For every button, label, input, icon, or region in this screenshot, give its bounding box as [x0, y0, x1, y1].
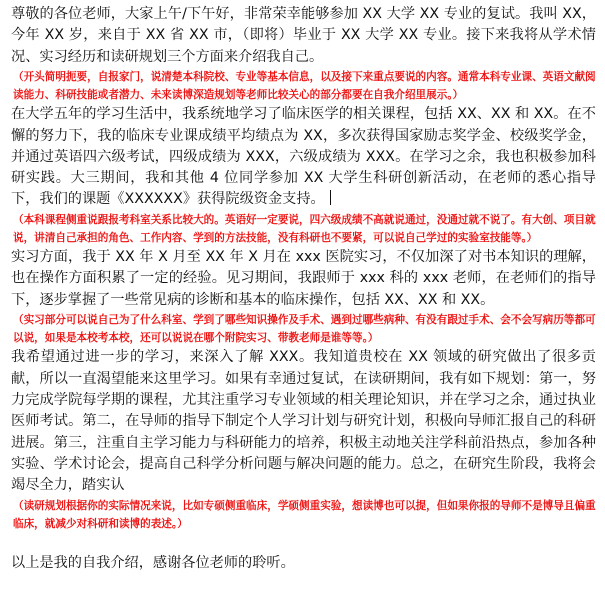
plan-paragraph: 我希望通过进一步的学习，来深入了解 XXX。我知道贵校在 XX 领域的研究做出了很多贡献，所以一直渴望能来这里学习。如果有幸通过复试，在读研期间，我有如下规划：第一，努力完成学院每学期的课程，尤其注重学习专业领域的相关理论知识，并在学习之余，通过执业医师考试。第二，在导师的指导下制定个人学习计划与研究计划，积极向导师汇报自己的科研进展。第三，注重自主学习能力与科研能力的培养，积极主动地关注学科前沿热点，参加各种实验、学术讨论会，提高自己科学分析问题与解决问题的能力。总之，在研究生阶段，我将会竭尽全力，踏实认: [11, 349, 596, 494]
plan-note: （读研规划根据你的实际情况来说，比如专硕侧重临床，学硕侧重实验，想读博也可以提，但如果你报的导师不是博导且偏重临床，就减少对科研和读博的表述。）: [13, 499, 596, 530]
intro-paragraph: 尊敬的各位老师，大家上午/下午好，非常荣幸能够参加 XX 大学 XX 专业的复试。我叫 XX，今年 XX 岁，来自于 XX 省 XX 市，（即将）毕业于 XX 大学 XX 专业。接下来我将从学术情况、实习经历和读研规划三个方面来介绍我自己。: [11, 6, 596, 65]
academic-text: 在大学五年的学习生活中，我系统地学习了临床医学的相关课程，包括 XX、XX 和 XX。在不懈的努力下，我的临床专业课成绩平均绩点为 XX，多次获得国家励志奖学金、校级奖学金，并通过英语四六级考试，四级成绩为 XXX，六级成绩为 XXX。在学习之余，我也积极参加科研实践。大三期间，我和其他 4 位同学参加 XX 大学生科研创新活动，在老师的悉心指导下，我们的课题《XXXXXX》获得院级资金支持。: [11, 106, 596, 208]
internship-paragraph: 实习方面，我于 XX 年 X 月至 XX 年 X 月在 xxx 医院实习，不仅加深了对书本知识的理解，也在操作方面积累了一定的经验。见习期间，我跟师于 xxx 科的 xxx 老师，在老师们的指导下，逐步掌握了一些常见病的诊断和基本的临床操作，包括 XX、XX 和 XX。: [11, 249, 596, 308]
academic-note: （本科课程侧重说跟报考科室关系比较大的。英语好一定要说，四六级成绩不高就说通过，没通过就不说了。有大创、项目就说，讲清自己承担的角色、工作内容、学到的方法技能，没有科研也不要紧，可以说自己学过的实验室技能等。）: [13, 213, 596, 244]
intro-note: （开头简明扼要，自报家门，说清楚本科院校、专业等基本信息，以及接下来重点要说的内容。通常本科专业课、英语文献阅读能力、科研技能或者潜力、未来读博深造规划等老师比较关心的部分都要在自我介绍里展示。）: [13, 70, 596, 102]
closing-paragraph: 以上是我的自我介绍，感谢各位老师的聆听。: [11, 554, 295, 571]
academic-paragraph: [11, 104, 596, 210]
text-cursor: [330, 190, 331, 205]
internship-note: （实习部分可以说自己为了什么科室、学到了哪些知识操作及手术、遇到过哪些病种、有没有跟过手术、会不会写病历等都可以说，如果是本校考本校，还可以说说在哪个附院实习、带教老师是谁等等。）: [13, 314, 596, 345]
